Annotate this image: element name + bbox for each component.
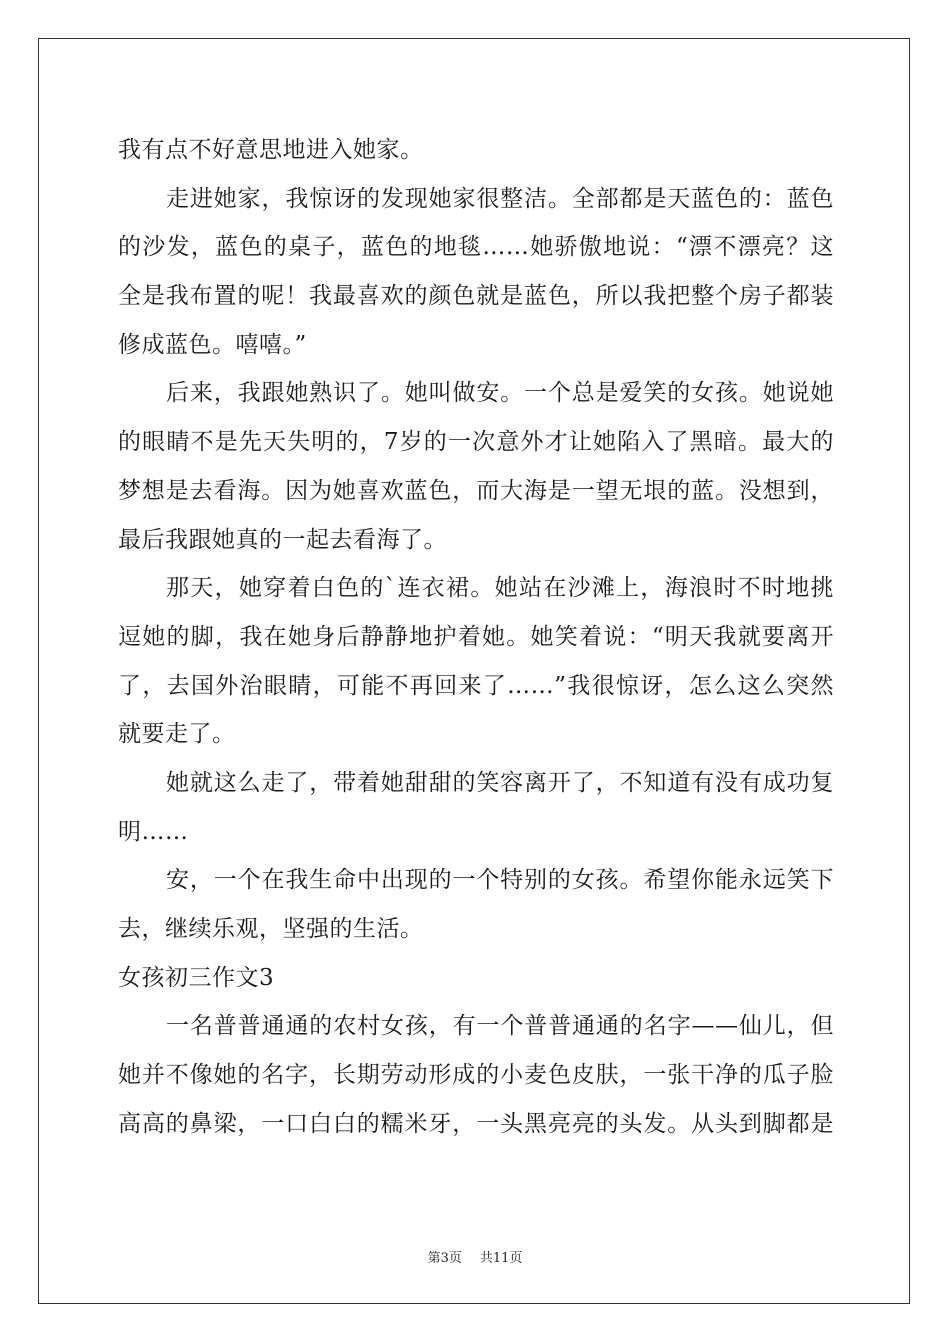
page-number: 第3页 xyxy=(427,1251,462,1266)
text-line: 梦想是去看海。因为她喜欢蓝色，而大海是一望无垠的蓝。没想到， xyxy=(118,477,834,504)
text-line: 那天，她穿着白色的`连衣裙。她站在沙滩上，海浪时不时地挑 xyxy=(166,575,834,602)
text-line: 最后我跟她真的一起去看海了。 xyxy=(118,526,447,553)
text-line: 走进她家，我惊讶的发现她家很整洁。全部都是天蓝色的：蓝色 xyxy=(166,185,834,212)
text-line: 的眼睛不是先天失明的，7岁的一次意外才让她陷入了黑暗。最大的 xyxy=(118,429,834,456)
text-line: 去，继续乐观，坚强的生活。 xyxy=(118,916,424,942)
page-total: 共11页 xyxy=(479,1251,523,1266)
text-line: 她就这么走了，带着她甜甜的笑容离开了，不知道有没有成功复 xyxy=(166,769,834,796)
text-line: 的沙发，蓝色的桌子，蓝色的地毯……她骄傲地说：“漂不漂亮？这 xyxy=(118,234,834,261)
text-line: 后来，我跟她熟识了。她叫做安。一个总是爱笑的女孩。她说她 xyxy=(166,380,834,407)
text-line: 全是我布置的呢！我最喜欢的颜色就是蓝色，所以我把整个房子都装 xyxy=(118,283,834,310)
text-line: 一名普普通通的农村女孩，有一个普普通通的名字——仙儿，但 xyxy=(166,1013,834,1040)
text-line: 修成蓝色。嘻嘻。” xyxy=(118,331,307,358)
text-line: 就要走了。 xyxy=(118,721,236,748)
text-line: 明…… xyxy=(118,818,189,845)
text-line: 她并不像她的名字，长期劳动形成的小麦色皮肤，一张干净的瓜子脸 xyxy=(118,1062,834,1089)
text-line: 安，一个在我生命中出现的一个特别的女孩。希望你能永远笑下 xyxy=(166,867,834,894)
text-line: 高高的鼻梁，一口白白的糯米牙，一头黑亮亮的头发。从头到脚都是 xyxy=(118,1110,834,1137)
text-line: 女孩初三作文3 xyxy=(118,964,275,991)
text-line: 逗她的脚，我在她身后静静地护着她。她笑着说：“明天我就要离开 xyxy=(118,623,834,650)
page-footer xyxy=(0,1247,950,1266)
document-body xyxy=(118,126,834,1148)
text-line: 了，去国外治眼睛，可能不再回来了……”我很惊讶，怎么这么突然 xyxy=(118,672,834,699)
text-line: 我有点不好意思地进入她家。 xyxy=(118,137,424,163)
